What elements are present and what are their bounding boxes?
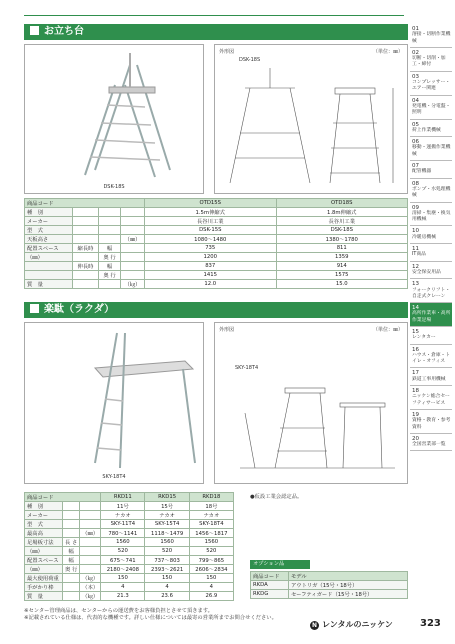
table-row bbox=[25, 556, 234, 565]
cell-c2: ナカオ bbox=[145, 511, 189, 520]
sidebar-item-08[interactable] bbox=[410, 179, 452, 203]
row-unit: （㎏） bbox=[80, 592, 101, 601]
row-sub bbox=[73, 280, 99, 289]
row-sub2 bbox=[99, 280, 121, 289]
row-sub: 奥 行 bbox=[63, 565, 80, 574]
cell-c2: 1359 bbox=[276, 253, 408, 262]
row-sub bbox=[73, 217, 99, 226]
row-label: 種 別 bbox=[25, 208, 73, 217]
row-sub: 幅 bbox=[63, 547, 80, 556]
cell-c2: 2393～2621 bbox=[145, 565, 189, 574]
sidebar-item-number: 14 bbox=[412, 305, 419, 312]
row-unit bbox=[121, 253, 145, 262]
figure-label: 外形図 bbox=[219, 327, 235, 333]
sidebar-item-05[interactable] bbox=[410, 120, 452, 138]
table-row bbox=[25, 271, 408, 280]
sidebar-item-number: 09 bbox=[412, 204, 419, 211]
cell-c3: 18号 bbox=[189, 502, 233, 511]
cell-c2: 914 bbox=[276, 262, 408, 271]
row-unit: （㎜） bbox=[121, 235, 145, 244]
row-sub bbox=[73, 235, 99, 244]
table-row bbox=[25, 262, 408, 271]
sidebar-item-label: 資格・教育・参考資料 bbox=[412, 418, 451, 430]
sidebar-item-number: 08 bbox=[412, 180, 419, 187]
section-header-rakuda bbox=[24, 302, 408, 318]
cell-c1: DSK-15S bbox=[145, 226, 277, 235]
row-sub bbox=[73, 271, 99, 280]
cell-c2: 520 bbox=[145, 547, 189, 556]
sidebar-item-06[interactable] bbox=[410, 137, 452, 161]
sidebar-item-label: 高所作業車・高所作業足場 bbox=[412, 311, 451, 323]
table-header-row bbox=[25, 493, 234, 502]
table-row bbox=[25, 538, 234, 547]
sidebar-item-label: 鉄道工事用機械 bbox=[412, 376, 446, 382]
sidebar-item-label: 発電機・分電盤・照明 bbox=[412, 103, 451, 116]
company-logo bbox=[310, 619, 393, 630]
option-code: RKDA bbox=[251, 581, 289, 590]
section-title: 楽駄（ラクダ） bbox=[44, 304, 115, 315]
header-model: モデル bbox=[289, 572, 408, 581]
row-unit: （本） bbox=[80, 583, 101, 592]
cell-c1: 1560 bbox=[101, 538, 145, 547]
sidebar-item-03[interactable] bbox=[410, 72, 452, 96]
sidebar-item-13[interactable] bbox=[410, 279, 452, 303]
certification-note: ●仮設工業会認定品。 bbox=[250, 494, 303, 500]
table-row bbox=[25, 520, 234, 529]
figure-model: SKY-18T4 bbox=[235, 365, 259, 371]
header-col1: OTD15S bbox=[145, 199, 277, 208]
row-label: 最高高 bbox=[25, 529, 63, 538]
options-table bbox=[250, 571, 408, 599]
figure-model: DSK-18S bbox=[239, 57, 261, 63]
cell-c2: 1118～1479 bbox=[145, 529, 189, 538]
cell-c1: 1.5m伸縮式 bbox=[145, 208, 277, 217]
row-label: 型 式 bbox=[25, 226, 73, 235]
row-label bbox=[25, 271, 73, 280]
sidebar-item-11[interactable] bbox=[410, 244, 452, 262]
table-row bbox=[251, 581, 408, 590]
sidebar-item-label: 溶接・切断作業機械 bbox=[412, 32, 451, 44]
table-header-row bbox=[251, 572, 408, 581]
chapter-index bbox=[410, 24, 452, 451]
row-unit: （㎜） bbox=[80, 529, 101, 538]
row-unit bbox=[121, 262, 145, 271]
sidebar-item-number: 16 bbox=[412, 346, 419, 353]
cell-c1: ナカオ bbox=[101, 511, 145, 520]
sidebar-item-number: 13 bbox=[412, 281, 419, 288]
sidebar-item-01[interactable] bbox=[410, 24, 452, 48]
photo-caption: SKY-18T4 bbox=[102, 474, 126, 480]
product-photo-sky bbox=[24, 322, 204, 484]
cell-c1: 4 bbox=[101, 583, 145, 592]
sidebar-item-17[interactable] bbox=[410, 368, 452, 386]
table-row bbox=[25, 217, 408, 226]
row-sub2 bbox=[99, 217, 121, 226]
figure-unit: （単位：㎜） bbox=[372, 49, 403, 55]
row-label: （㎜） bbox=[25, 565, 63, 574]
sidebar-item-label: 安全保安用品 bbox=[412, 269, 441, 275]
cell-c1: 1200 bbox=[145, 253, 277, 262]
row-sub bbox=[63, 502, 80, 511]
outline-drawing bbox=[215, 63, 407, 193]
sidebar-item-15[interactable] bbox=[410, 327, 452, 345]
outline-drawing bbox=[215, 373, 407, 483]
sidebar-item-20[interactable] bbox=[410, 434, 452, 452]
table-row bbox=[25, 592, 234, 601]
row-unit bbox=[80, 556, 101, 565]
sidebar-item-label: IT商品 bbox=[412, 252, 426, 258]
row-unit bbox=[80, 547, 101, 556]
row-sub2 bbox=[99, 226, 121, 235]
row-sub: 伸長時 bbox=[73, 262, 99, 271]
row-label: メーカー bbox=[25, 511, 63, 520]
row-sub bbox=[63, 529, 80, 538]
sidebar-item-04[interactable] bbox=[410, 96, 452, 120]
sidebar-item-10[interactable] bbox=[410, 226, 452, 244]
cell-c2: SKY-15T4 bbox=[145, 520, 189, 529]
page-number: 323 bbox=[420, 618, 441, 629]
sidebar-item-19[interactable] bbox=[410, 410, 452, 434]
sidebar-item-07[interactable] bbox=[410, 161, 452, 179]
row-sub: 縮長時 bbox=[73, 244, 99, 253]
row-unit bbox=[121, 244, 145, 253]
row-label: 配置スペース bbox=[25, 556, 63, 565]
header-col1: RKD11 bbox=[101, 493, 145, 502]
row-sub bbox=[63, 583, 80, 592]
cell-c2: 23.6 bbox=[145, 592, 189, 601]
square-bullet-icon bbox=[30, 304, 39, 313]
sidebar-item-number: 10 bbox=[412, 228, 419, 235]
sidebar-item-14[interactable] bbox=[410, 303, 452, 327]
table-row bbox=[25, 235, 408, 244]
row-sub bbox=[63, 592, 80, 601]
cell-c2: 1560 bbox=[145, 538, 189, 547]
row-sub bbox=[73, 253, 99, 262]
cell-c1: 780～1141 bbox=[101, 529, 145, 538]
row-unit bbox=[80, 538, 101, 547]
row-sub2: 幅 bbox=[99, 244, 121, 253]
cell-c2: 15号 bbox=[145, 502, 189, 511]
sidebar-item-12[interactable] bbox=[410, 262, 452, 280]
sidebar-item-label: 荷上作業機械 bbox=[412, 127, 441, 133]
sidebar-item-label: コンプレッサー・エアー関連 bbox=[412, 80, 451, 92]
row-label: メーカー bbox=[25, 217, 73, 226]
sidebar-item-number: 02 bbox=[412, 49, 419, 56]
sidebar-item-number: 11 bbox=[412, 246, 419, 253]
table-row bbox=[25, 226, 408, 235]
row-sub2: 奥 行 bbox=[99, 253, 121, 262]
row-unit bbox=[80, 520, 101, 529]
cell-c3: 26.9 bbox=[189, 592, 233, 601]
header-label: 商品コード bbox=[25, 199, 145, 208]
cell-c1: 2180～2408 bbox=[101, 565, 145, 574]
option-code: RKDG bbox=[251, 590, 289, 599]
row-sub: 幅 bbox=[63, 556, 80, 565]
cell-c1: 735 bbox=[145, 244, 277, 253]
table-row bbox=[25, 280, 408, 289]
option-model: アウトリガ（15号・18号） bbox=[289, 581, 408, 590]
top-rule bbox=[24, 15, 404, 16]
square-bullet-icon bbox=[30, 26, 39, 35]
cell-c2: 811 bbox=[276, 244, 408, 253]
cell-c3: 2606～2834 bbox=[189, 565, 233, 574]
row-sub2 bbox=[99, 208, 121, 217]
ladder-platform-photo bbox=[25, 45, 205, 195]
cell-c2: 1.8m伸縮式 bbox=[276, 208, 408, 217]
cell-c2: 737～803 bbox=[145, 556, 189, 565]
logo-mark-icon: N bbox=[311, 622, 318, 629]
sidebar-item-label: ハウス・倉庫・トイレ・オフィス bbox=[412, 352, 451, 365]
sidebar-item-label: 清掃・集塵・換気用機械 bbox=[412, 210, 451, 223]
table-row bbox=[25, 574, 234, 583]
table-row bbox=[25, 547, 234, 556]
cell-c3: 4 bbox=[189, 583, 233, 592]
sidebar-item-number: 15 bbox=[412, 328, 419, 335]
cell-c2: 1575 bbox=[276, 271, 408, 280]
row-label: 種 別 bbox=[25, 502, 63, 511]
row-label bbox=[25, 262, 73, 271]
table-row bbox=[25, 565, 234, 574]
sidebar-item-label: フォークリフト・自走式クレーン bbox=[412, 287, 451, 299]
cell-c3: 799～865 bbox=[189, 556, 233, 565]
sidebar-item-number: 07 bbox=[412, 163, 419, 170]
row-sub bbox=[73, 226, 99, 235]
row-sub bbox=[63, 574, 80, 583]
option-model: セーフティガード（15号・18号） bbox=[289, 590, 408, 599]
row-unit bbox=[121, 271, 145, 280]
product-photo-dsk bbox=[24, 44, 204, 194]
footnote: ※センター管理商品は、センターからの運送費をお客様負担とさせて頂きます。 bbox=[24, 608, 213, 614]
sidebar-item-number: 03 bbox=[412, 73, 419, 80]
cell-c1: 520 bbox=[101, 547, 145, 556]
sidebar-item-number: 19 bbox=[412, 411, 419, 418]
cell-c3: 520 bbox=[189, 547, 233, 556]
sidebar-item-18[interactable] bbox=[410, 386, 452, 410]
table-row bbox=[25, 244, 408, 253]
cell-c2: 1380～1780 bbox=[276, 235, 408, 244]
header-label: 商品コード bbox=[25, 493, 101, 502]
sidebar-item-label: 移動・運搬作業機械 bbox=[412, 145, 451, 157]
sidebar-item-number: 06 bbox=[412, 139, 419, 146]
logo-text: レンタルのニッケン bbox=[322, 620, 393, 629]
sidebar-item-number: 17 bbox=[412, 370, 419, 377]
row-sub2: 幅 bbox=[99, 262, 121, 271]
sidebar-item-number: 18 bbox=[412, 388, 419, 395]
header-col2: OTD18S bbox=[276, 199, 408, 208]
sidebar-item-16[interactable] bbox=[410, 345, 452, 369]
cell-c1: 21.3 bbox=[101, 592, 145, 601]
sidebar-item-label: 冷暖房機械 bbox=[412, 234, 436, 240]
row-sub2: 奥 行 bbox=[99, 271, 121, 280]
cell-c3: 1456～1817 bbox=[189, 529, 233, 538]
cell-c1: 12.0 bbox=[145, 280, 277, 289]
row-unit bbox=[80, 502, 101, 511]
cell-c2: 4 bbox=[145, 583, 189, 592]
cell-c2: 長谷川工業 bbox=[276, 217, 408, 226]
cell-c2: 150 bbox=[145, 574, 189, 583]
row-label: （㎜） bbox=[25, 253, 73, 262]
cell-c3: 1560 bbox=[189, 538, 233, 547]
row-label: 質 量 bbox=[25, 280, 73, 289]
row-label: 足場板寸法 bbox=[25, 538, 63, 547]
cell-c1: 11号 bbox=[101, 502, 145, 511]
cell-c1: 長谷川工業 bbox=[145, 217, 277, 226]
photo-caption: DSK-18S bbox=[103, 184, 125, 190]
cell-c1: 150 bbox=[101, 574, 145, 583]
sidebar-item-02[interactable] bbox=[410, 48, 452, 72]
sidebar-item-label: レンタカー bbox=[412, 335, 436, 341]
cell-c1: 1415 bbox=[145, 271, 277, 280]
header-code: 商品コード bbox=[251, 572, 289, 581]
sidebar-item-number: 01 bbox=[412, 26, 419, 32]
table-row bbox=[25, 583, 234, 592]
row-unit: （㎏） bbox=[121, 280, 145, 289]
options-title: オプション品 bbox=[250, 560, 310, 569]
figure-box-sky bbox=[214, 322, 408, 484]
row-sub bbox=[63, 520, 80, 529]
table-row bbox=[251, 590, 408, 599]
sidebar-item-number: 05 bbox=[412, 121, 419, 128]
sidebar-item-label: ニッケン総合セーフティサービス bbox=[412, 394, 450, 406]
row-label: 型 式 bbox=[25, 520, 63, 529]
row-label: 天板高さ bbox=[25, 235, 73, 244]
spec-table-rakuda bbox=[24, 492, 234, 601]
row-label: 手がかり棒 bbox=[25, 583, 63, 592]
figure-label: 外形図 bbox=[219, 49, 235, 55]
row-label: 質 量 bbox=[25, 592, 63, 601]
sidebar-item-label: 全国営業部一覧 bbox=[412, 442, 446, 448]
header-col2: RKD15 bbox=[145, 493, 189, 502]
cell-c1: SKY-11T4 bbox=[101, 520, 145, 529]
sidebar-item-number: 12 bbox=[412, 263, 419, 270]
row-sub bbox=[63, 511, 80, 520]
cell-c1: 1080～1480 bbox=[145, 235, 277, 244]
row-sub2 bbox=[99, 235, 121, 244]
table-row bbox=[25, 502, 234, 511]
row-label: 最大使用荷重 bbox=[25, 574, 63, 583]
row-unit bbox=[80, 511, 101, 520]
figure-box-dsk bbox=[214, 44, 408, 194]
row-sub bbox=[73, 208, 99, 217]
step-platform-photo bbox=[25, 323, 205, 485]
header-col3: RKD18 bbox=[189, 493, 233, 502]
sidebar-item-label: ポンプ・水処理機械 bbox=[412, 186, 451, 199]
row-unit: （㎏） bbox=[80, 574, 101, 583]
cell-c3: 150 bbox=[189, 574, 233, 583]
row-unit bbox=[121, 226, 145, 235]
row-unit bbox=[121, 217, 145, 226]
cell-c2: DSK-18S bbox=[276, 226, 408, 235]
cell-c1: 675～741 bbox=[101, 556, 145, 565]
table-row bbox=[25, 253, 408, 262]
sidebar-item-number: 20 bbox=[412, 435, 419, 442]
sidebar-item-09[interactable] bbox=[410, 203, 452, 227]
row-label: 配置スペース bbox=[25, 244, 73, 253]
sidebar-item-label: 切断・切削・加工・締付 bbox=[412, 56, 446, 68]
section-title: お立ち台 bbox=[44, 26, 84, 37]
footnote: ※記載されている仕様は、代表的な機種です。詳しい仕様については最寄の営業所までお問合せください。 bbox=[24, 615, 277, 621]
spec-table-otachidai bbox=[24, 198, 408, 289]
cell-c2: 15.0 bbox=[276, 280, 408, 289]
cell-c3: ナカオ bbox=[189, 511, 233, 520]
table-header-row bbox=[25, 199, 408, 208]
row-label: （㎜） bbox=[25, 547, 63, 556]
table-row bbox=[25, 208, 408, 217]
figure-unit: （単位：㎜） bbox=[372, 327, 403, 333]
sidebar-item-number: 04 bbox=[412, 97, 419, 104]
section-header-otachidai bbox=[24, 24, 408, 40]
cell-c3: SKY-18T4 bbox=[189, 520, 233, 529]
row-sub: 長 さ bbox=[63, 538, 80, 547]
row-unit bbox=[121, 208, 145, 217]
table-row bbox=[25, 529, 234, 538]
row-unit bbox=[80, 565, 101, 574]
table-row bbox=[25, 511, 234, 520]
cell-c1: 837 bbox=[145, 262, 277, 271]
sidebar-item-label: 配管機器 bbox=[412, 169, 432, 175]
